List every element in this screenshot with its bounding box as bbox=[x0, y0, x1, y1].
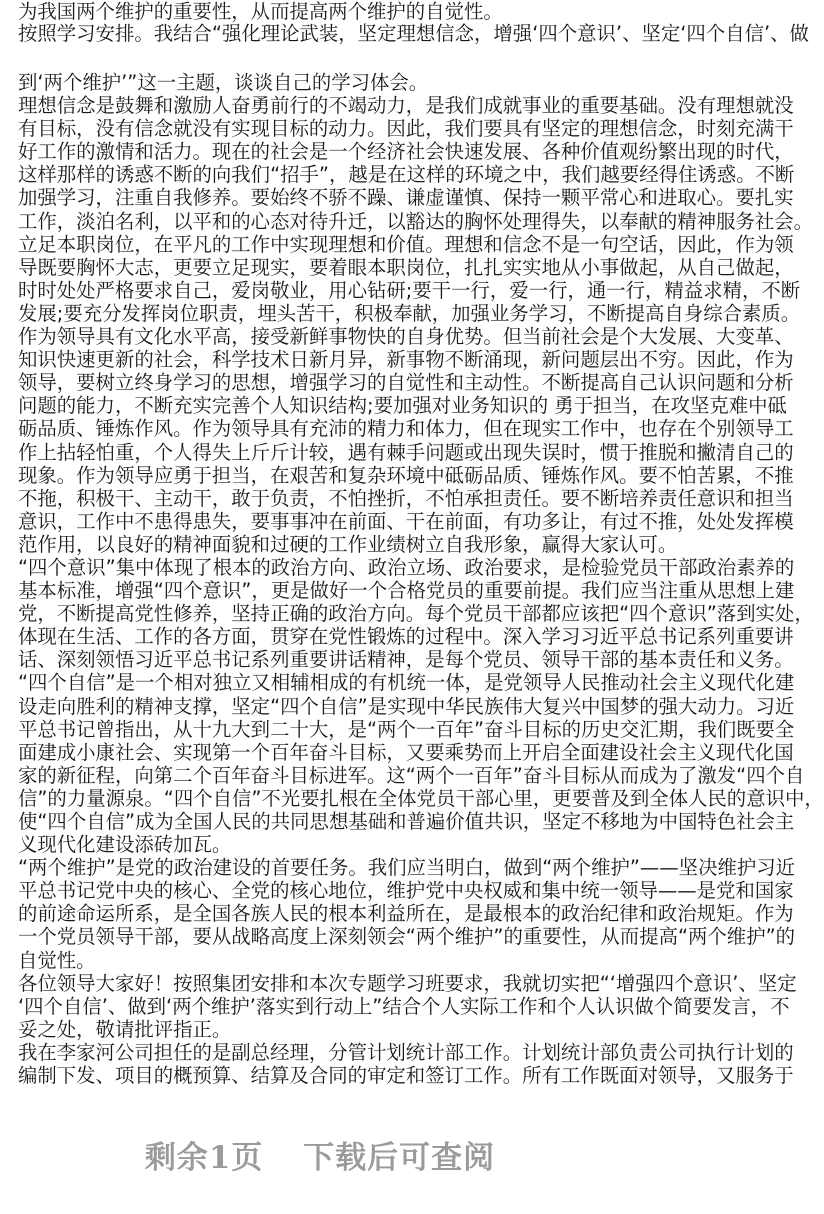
download-hint-label[interactable]: 下载后可查阅 bbox=[303, 1140, 496, 1176]
text-line: 立足本职岗位，在平凡的工作中实现理想和价值。理想和信念不是一句空话，因此，作为领 bbox=[18, 232, 794, 256]
text-line: 好工作的激情和活力。现在的社会是一个经济社会快速发展、各种价值观纷繁出现的时代， bbox=[18, 140, 794, 164]
text-line: 范作用，以良好的精神面貌和过硬的工作业绩树立自我形象，赢得大家认可。 bbox=[18, 532, 678, 556]
text-line: 我在李家河公司担任的是副总经理，分管计划统计部工作。计划统计部负责公司执行计划的 bbox=[18, 1040, 794, 1064]
text-line: 一个党员领导干部，要从战略高度上深刻领会“两个维护”的重要性，从而提高“两个维护”的 bbox=[18, 925, 796, 949]
text-line: 意识，工作中不患得患失，要事事冲在前面、干在前面，有功多让，有过不推，处处发挥模 bbox=[18, 509, 794, 533]
text-line: 编制下发、项目的概预算、结算及合同的审定和签订工作。所有工作既面对领导，又服务于 bbox=[18, 1064, 794, 1088]
text-line: 党，不断提高党性修养，坚持正确的政治方向。每个党员干部都应该把“四个意识”落到实处， bbox=[18, 602, 814, 626]
text-line: 义现代化建设添砖加瓦。 bbox=[18, 833, 232, 857]
text-line: 知识快速更新的社会，科学技术日新月异，新事物不断涌现，新问题层出不穷。因此，作为 bbox=[18, 348, 794, 372]
text-line: 时时处处严格要求自己，爱岗敬业，用心钻研;要干一行，爱一行，通一行，精益求精，不断 bbox=[18, 278, 801, 302]
text-line: ‘四个自信’、做到‘两个维护’落实到行动上”结合个人实际工作和个人认识做个简要发言，不 bbox=[18, 994, 790, 1018]
text-line: 按照学习安排。我结合“强化理论武装，坚定理想信念，增强‘四个意识’、坚定‘四个自信’、做 bbox=[18, 22, 809, 45]
text-line: 平总书记曾指出，从十九大到二十大，是“两个一百年”奋斗目标的历史交汇期，我们既要全 bbox=[18, 717, 795, 741]
paragraph bbox=[18, 671, 824, 857]
text-line: 妥之处，敬请批评指正。 bbox=[18, 1017, 232, 1041]
text-line: 自觉性。 bbox=[18, 948, 96, 972]
text-line: 为我国两个维护的重要性，从而提高两个维护的自觉性。 bbox=[18, 0, 503, 23]
text-line: 加强学习，注重自我修养。要始终不骄不躁、谦虚谨慎、保持一颗平常心和进取心。要扎实 bbox=[18, 186, 794, 210]
text-line: 的前途命运所系，是全国各族人民的根本利益所在，是最根本的政治纪律和政治规矩。作为 bbox=[18, 902, 794, 926]
text-line: 话、深刻领悟习近平总书记系列重要讲话精神，是每个党员、领导干部的基本责任和义务。 bbox=[18, 648, 794, 672]
text-line: 作上拈轻怕重，个人得失上斤斤计较，遇有棘手问题或出现失误时，惯于推脱和撇清自己的 bbox=[18, 440, 794, 464]
text-line: “四个自信”是一个相对独立又相辅相成的有机统一体，是党领导人民推动社会主义现代化建 bbox=[18, 671, 795, 695]
text-line: 工作，淡泊名利，以平和的心态对待升迁，以豁达的胸怀处理得失，以奉献的精神服务社会。 bbox=[18, 209, 814, 233]
text-line: 领导，要树立终身学习的思想，增强学习的自觉性和主动性。不断提高自己认识问题和分析 bbox=[18, 371, 794, 395]
text-line: 各位领导大家好！按照集团安排和本次专题学习班要求，我就切实把“‘增强四个意识’、坚定 bbox=[18, 971, 797, 995]
text-line: 不拖，积极干、主动干，敢于负责，不怕挫折，不怕承担责任。要不断培养责任意识和担当 bbox=[18, 486, 794, 510]
text-line: 砺品质、锤炼作风。作为领导具有充沛的精力和体力，但在现实工作中，也存在个别领导工 bbox=[18, 417, 794, 441]
text-line: “四个意识”集中体现了根本的政治方向、政治立场、政治要求，是检验党员干部政治素养的 bbox=[18, 555, 795, 579]
paragraph bbox=[18, 71, 622, 94]
text-line: 发展;要充分发挥岗位职责，埋头苦干，积极奉献，加强业务学习，不断提高自身综合素质。 bbox=[18, 301, 801, 325]
text-line: 问题的能力，不断充实完善个人知识结构;要加强对业务知识的 勇于担当，在攻坚克难中砥 bbox=[18, 394, 787, 418]
paragraph bbox=[18, 856, 796, 972]
paragraph bbox=[18, 94, 814, 233]
download-more-banner[interactable] bbox=[0, 1132, 640, 1177]
text-line: “两个维护”是党的政治建设的首要任务。我们应当明白，做到“两个维护”——坚决维护习近 bbox=[18, 856, 796, 880]
text-line: 理想信念是鼓舞和激励人奋勇前行的不竭动力，是我们成就事业的重要基础。没有理想就没 bbox=[18, 94, 794, 118]
text-line: 使“四个自信”成为全国人民的共同思想基础和普遍价值共识，坚定不移地为中国特色社会主 bbox=[18, 810, 795, 833]
text-line: 面建成小康社会、实现第一个百年奋斗目标，又要乘势而上开启全面建设社会主义现代化国 bbox=[18, 740, 794, 764]
text-line: 设走向胜利的精神支撑，坚定“四个自信”是实现中华民族伟大复兴中国梦的强大动力。习近 bbox=[18, 694, 795, 718]
paragraph bbox=[18, 1040, 794, 1088]
text-line: 导既要胸怀大志，更要立足现实，要着眼本职岗位，扎扎实实地从小事做起，从自己做起， bbox=[18, 255, 794, 279]
remaining-pages-label: 剩余1页 bbox=[144, 1140, 264, 1176]
text-line: 有目标，没有信念就没有实现目标的动力。因此，我们要具有坚定的理想信念，时刻充满干 bbox=[18, 117, 794, 141]
paragraph bbox=[18, 555, 814, 672]
text-line: 基本标准，增强“四个意识”，更是做好一个合格党员的重要前提。我们应当注重从思想上建 bbox=[18, 579, 795, 603]
intro-block bbox=[18, 22, 809, 45]
text-line: 体现在生活、工作的各方面，贯穿在党性锻炼的过程中。深入学习习近平总书记系列重要讲 bbox=[18, 625, 794, 649]
text-line: 到‘两个维护’”这一主题，谈谈自己的学习体会。 bbox=[18, 71, 429, 94]
paragraph bbox=[18, 232, 801, 325]
text-line: 现象。作为领导应勇于担当，在艰苦和复杂环境中砥砺品质、锤炼作风。要不怕苦累，不推 bbox=[18, 463, 794, 487]
text-line: 信”的力量源泉。“四个自信”不光要扎根在全体党员干部心里，更要普及到全体人民的意识中， bbox=[18, 786, 824, 810]
text-line: 平总书记党中央的核心、全党的核心地位，维护党中央权威和集中统一领导——是党和国家 bbox=[18, 879, 794, 903]
text-line: 家的新征程，向第二个百年奋斗目标进军。这“两个一百年”奋斗目标从而成为了激发“四个自 bbox=[18, 763, 805, 787]
text-line: 这样那样的诱惑不断的向我们“招手”，越是在这样的环境之中，我们越要经得住诱惑。不断 bbox=[18, 163, 795, 187]
paragraph bbox=[18, 971, 797, 1041]
paragraph bbox=[18, 325, 794, 556]
text-line: 作为领导具有文化水平高，接受新鲜事物快的自身优势。但当前社会是个大发展、大变革、 bbox=[18, 325, 794, 349]
clipped-previous-line bbox=[18, 0, 622, 23]
document-body bbox=[18, 71, 824, 1088]
